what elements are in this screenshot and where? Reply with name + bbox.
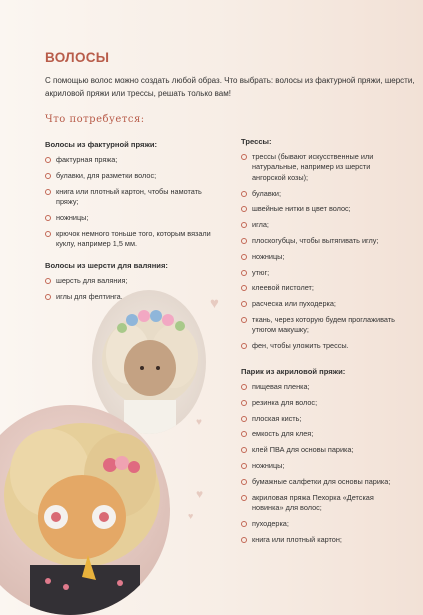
ring-bullet-icon	[45, 173, 51, 179]
ring-bullet-icon	[241, 400, 247, 406]
list-item: фен, чтобы уложить трессы.	[241, 341, 401, 351]
list-item: пищевая пленка;	[241, 382, 406, 392]
list-item: ножницы;	[45, 213, 225, 223]
list-wig	[241, 382, 406, 550]
ring-bullet-icon	[241, 495, 247, 501]
ring-bullet-icon	[241, 301, 247, 307]
ring-bullet-icon	[241, 222, 247, 228]
ring-bullet-icon	[241, 447, 247, 453]
section-title-tress: Трессы:	[241, 137, 272, 146]
ring-bullet-icon	[241, 384, 247, 390]
list-item: клеевой пистолет;	[241, 283, 401, 293]
list-item: трессы (бывают искусственные или натуральные, например из шерсти ангорской козы);	[241, 152, 401, 183]
list-item: фактурная пряжа;	[45, 155, 225, 165]
ring-bullet-icon	[45, 215, 51, 221]
ring-bullet-icon	[45, 278, 51, 284]
list-item: булавки;	[241, 189, 401, 199]
list-item: бумажные салфетки для основы парика;	[241, 477, 406, 487]
heart-icon: ♥	[188, 511, 194, 521]
list-item: книга или плотный картон;	[241, 535, 406, 545]
ring-bullet-icon	[241, 463, 247, 469]
doll-photo-bottom-image	[0, 405, 170, 615]
list-item: резинка для волос;	[241, 398, 406, 408]
list-item: крючок немного тоньше того, которым вязали куклу, например 1,5 мм.	[45, 229, 225, 250]
list-item: шерсть для валяния;	[45, 276, 135, 286]
list-item: ножницы;	[241, 461, 406, 471]
list-item: булавки, для разметки волос;	[45, 171, 225, 181]
list-item: расческа или пуходерка;	[241, 299, 401, 309]
heart-icon: ♥	[210, 295, 219, 312]
list-item: акриловая пряжа Пехорка «Детская новинка» для волос;	[241, 493, 406, 514]
list-item: иглы для фелтинга.	[45, 292, 135, 302]
needs-title: Что потребуется:	[45, 114, 145, 125]
page-title: ВОЛОСЫ	[45, 50, 110, 65]
list-item: клей ПВА для основы парика;	[241, 445, 406, 455]
list-item: швейные нитки в цвет волос;	[241, 204, 401, 214]
heart-icon: ♥	[196, 487, 204, 501]
ring-bullet-icon	[241, 191, 247, 197]
ring-bullet-icon	[241, 521, 247, 527]
ring-bullet-icon	[45, 231, 51, 237]
section-title-yarn: Волосы из фактурной пряжи:	[45, 140, 158, 149]
section-title-wig: Парик из акриловой пряжи:	[241, 367, 346, 376]
list-item: пуходерка;	[241, 519, 406, 529]
list-item: утюг;	[241, 268, 401, 278]
doll-photo-bottom	[0, 405, 170, 615]
intro-paragraph: С помощью волос можно создать любой образ. Что выбрать: волосы из фактурной пряжи, шерсти, акриловой пряжи или трессы, решать только вам!	[45, 76, 415, 98]
ring-bullet-icon	[241, 238, 247, 244]
ring-bullet-icon	[241, 206, 247, 212]
ring-bullet-icon	[241, 285, 247, 291]
list-item: плоскогубцы, чтобы вытягивать иглу;	[241, 236, 401, 246]
list-tress	[241, 152, 401, 357]
ring-bullet-icon	[241, 317, 247, 323]
ring-bullet-icon	[241, 431, 247, 437]
ring-bullet-icon	[45, 157, 51, 163]
list-item: книга или плотный картон, чтобы намотать пряжу;	[45, 187, 225, 208]
list-item: игла;	[241, 220, 401, 230]
ring-bullet-icon	[45, 189, 51, 195]
ring-bullet-icon	[241, 254, 247, 260]
section-title-wool: Волосы из шерсти для валяния:	[45, 261, 168, 270]
ring-bullet-icon	[241, 537, 247, 543]
ring-bullet-icon	[241, 343, 247, 349]
list-yarn	[45, 155, 225, 255]
ring-bullet-icon	[241, 416, 247, 422]
heart-icon: ♥	[196, 417, 202, 428]
list-item: ножницы;	[241, 252, 401, 262]
ring-bullet-icon	[241, 479, 247, 485]
list-item: емкость для клея;	[241, 429, 406, 439]
ring-bullet-icon	[45, 294, 51, 300]
ring-bullet-icon	[241, 154, 247, 160]
ring-bullet-icon	[241, 270, 247, 276]
list-item: плоская кисть;	[241, 414, 406, 424]
list-item: ткань, через которую будем проглаживать утюгом макушку;	[241, 315, 401, 336]
